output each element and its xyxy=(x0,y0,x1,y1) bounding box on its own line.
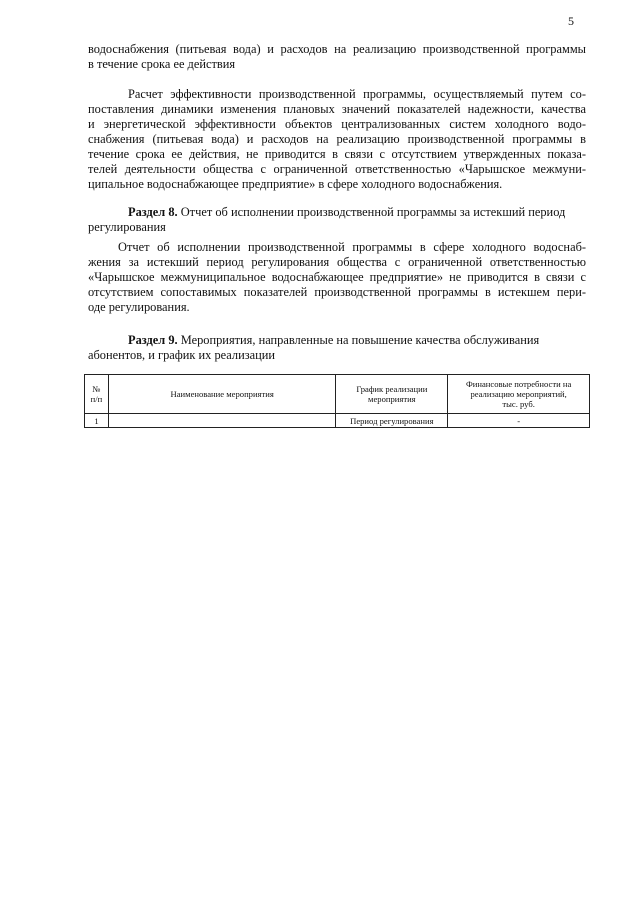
report-line: Отчет об исполнении производственной программы в сфере холодного водоснаб- xyxy=(118,240,586,254)
efficiency-line: снабжения (питьевая вода) и расходов на реализацию производственной программы в xyxy=(88,132,586,146)
intro-paragraph xyxy=(88,42,586,72)
section-9-title: Мероприятия, направленные на повышение качества обслуживания xyxy=(177,333,540,347)
section-9-label: Раздел 9. xyxy=(128,333,178,347)
section-8-label: Раздел 8. xyxy=(128,205,178,219)
cell-schedule: Период регулирования xyxy=(336,414,448,428)
cell-name xyxy=(108,414,335,428)
report-line: отсутствием сопоставимых показателей производственной программы в истекшем пери- xyxy=(88,285,586,299)
efficiency-line: Расчет эффективности производственной программы, осуществляемый путем со- xyxy=(128,87,586,101)
report-paragraph xyxy=(88,240,586,315)
table-row xyxy=(85,414,590,428)
report-line: «Чарышское межмуниципальное водоснабжающее предприятие» не приводится в связи с xyxy=(88,270,586,284)
header-name: Наименование мероприятия xyxy=(108,375,335,414)
table-header-row xyxy=(85,375,590,414)
header-finance: Финансовые потребности на реализацию мероприятий, тыс. руб. xyxy=(448,375,590,414)
measures-table xyxy=(84,374,590,428)
efficiency-line: и энергетической эффективности объектов централизованных систем холодного водо- xyxy=(88,117,586,131)
section-8-title: Отчет об исполнении производственной программы за истекший период xyxy=(177,205,566,219)
report-line: жения за истекший период регулирования общества с ограниченной ответственностью xyxy=(88,255,586,269)
efficiency-line: течение срока ее действия, не приводится в связи с отсутствием утвержденных показа- xyxy=(88,147,586,161)
efficiency-line: поставления динамики изменения плановых значений показателей надежности, качества xyxy=(88,102,586,116)
cell-num: 1 xyxy=(85,414,109,428)
header-schedule: График реализации мероприятия xyxy=(336,375,448,414)
section-8-title-cont: регулирования xyxy=(88,220,166,234)
section-9-heading xyxy=(88,333,586,363)
section-8-heading xyxy=(88,205,586,235)
intro-line: водоснабжения (питьевая вода) и расходов на реализацию производственной программы xyxy=(88,42,586,56)
cell-finance: - xyxy=(448,414,590,428)
efficiency-line: ципальное водоснабжающее предприятие» в сфере холодного водоснабжения. xyxy=(88,177,503,191)
report-line: оде регулирования. xyxy=(88,300,190,314)
efficiency-line: телей деятельности общества с ограниченной ответственностью «Чарышское межмуни- xyxy=(88,162,586,176)
header-num: № п/п xyxy=(85,375,109,414)
intro-line: в течение срока ее действия xyxy=(88,57,236,71)
page-number: 5 xyxy=(568,14,574,28)
section-9-title-cont: абонентов, и график их реализации xyxy=(88,348,276,362)
efficiency-paragraph xyxy=(88,87,586,192)
